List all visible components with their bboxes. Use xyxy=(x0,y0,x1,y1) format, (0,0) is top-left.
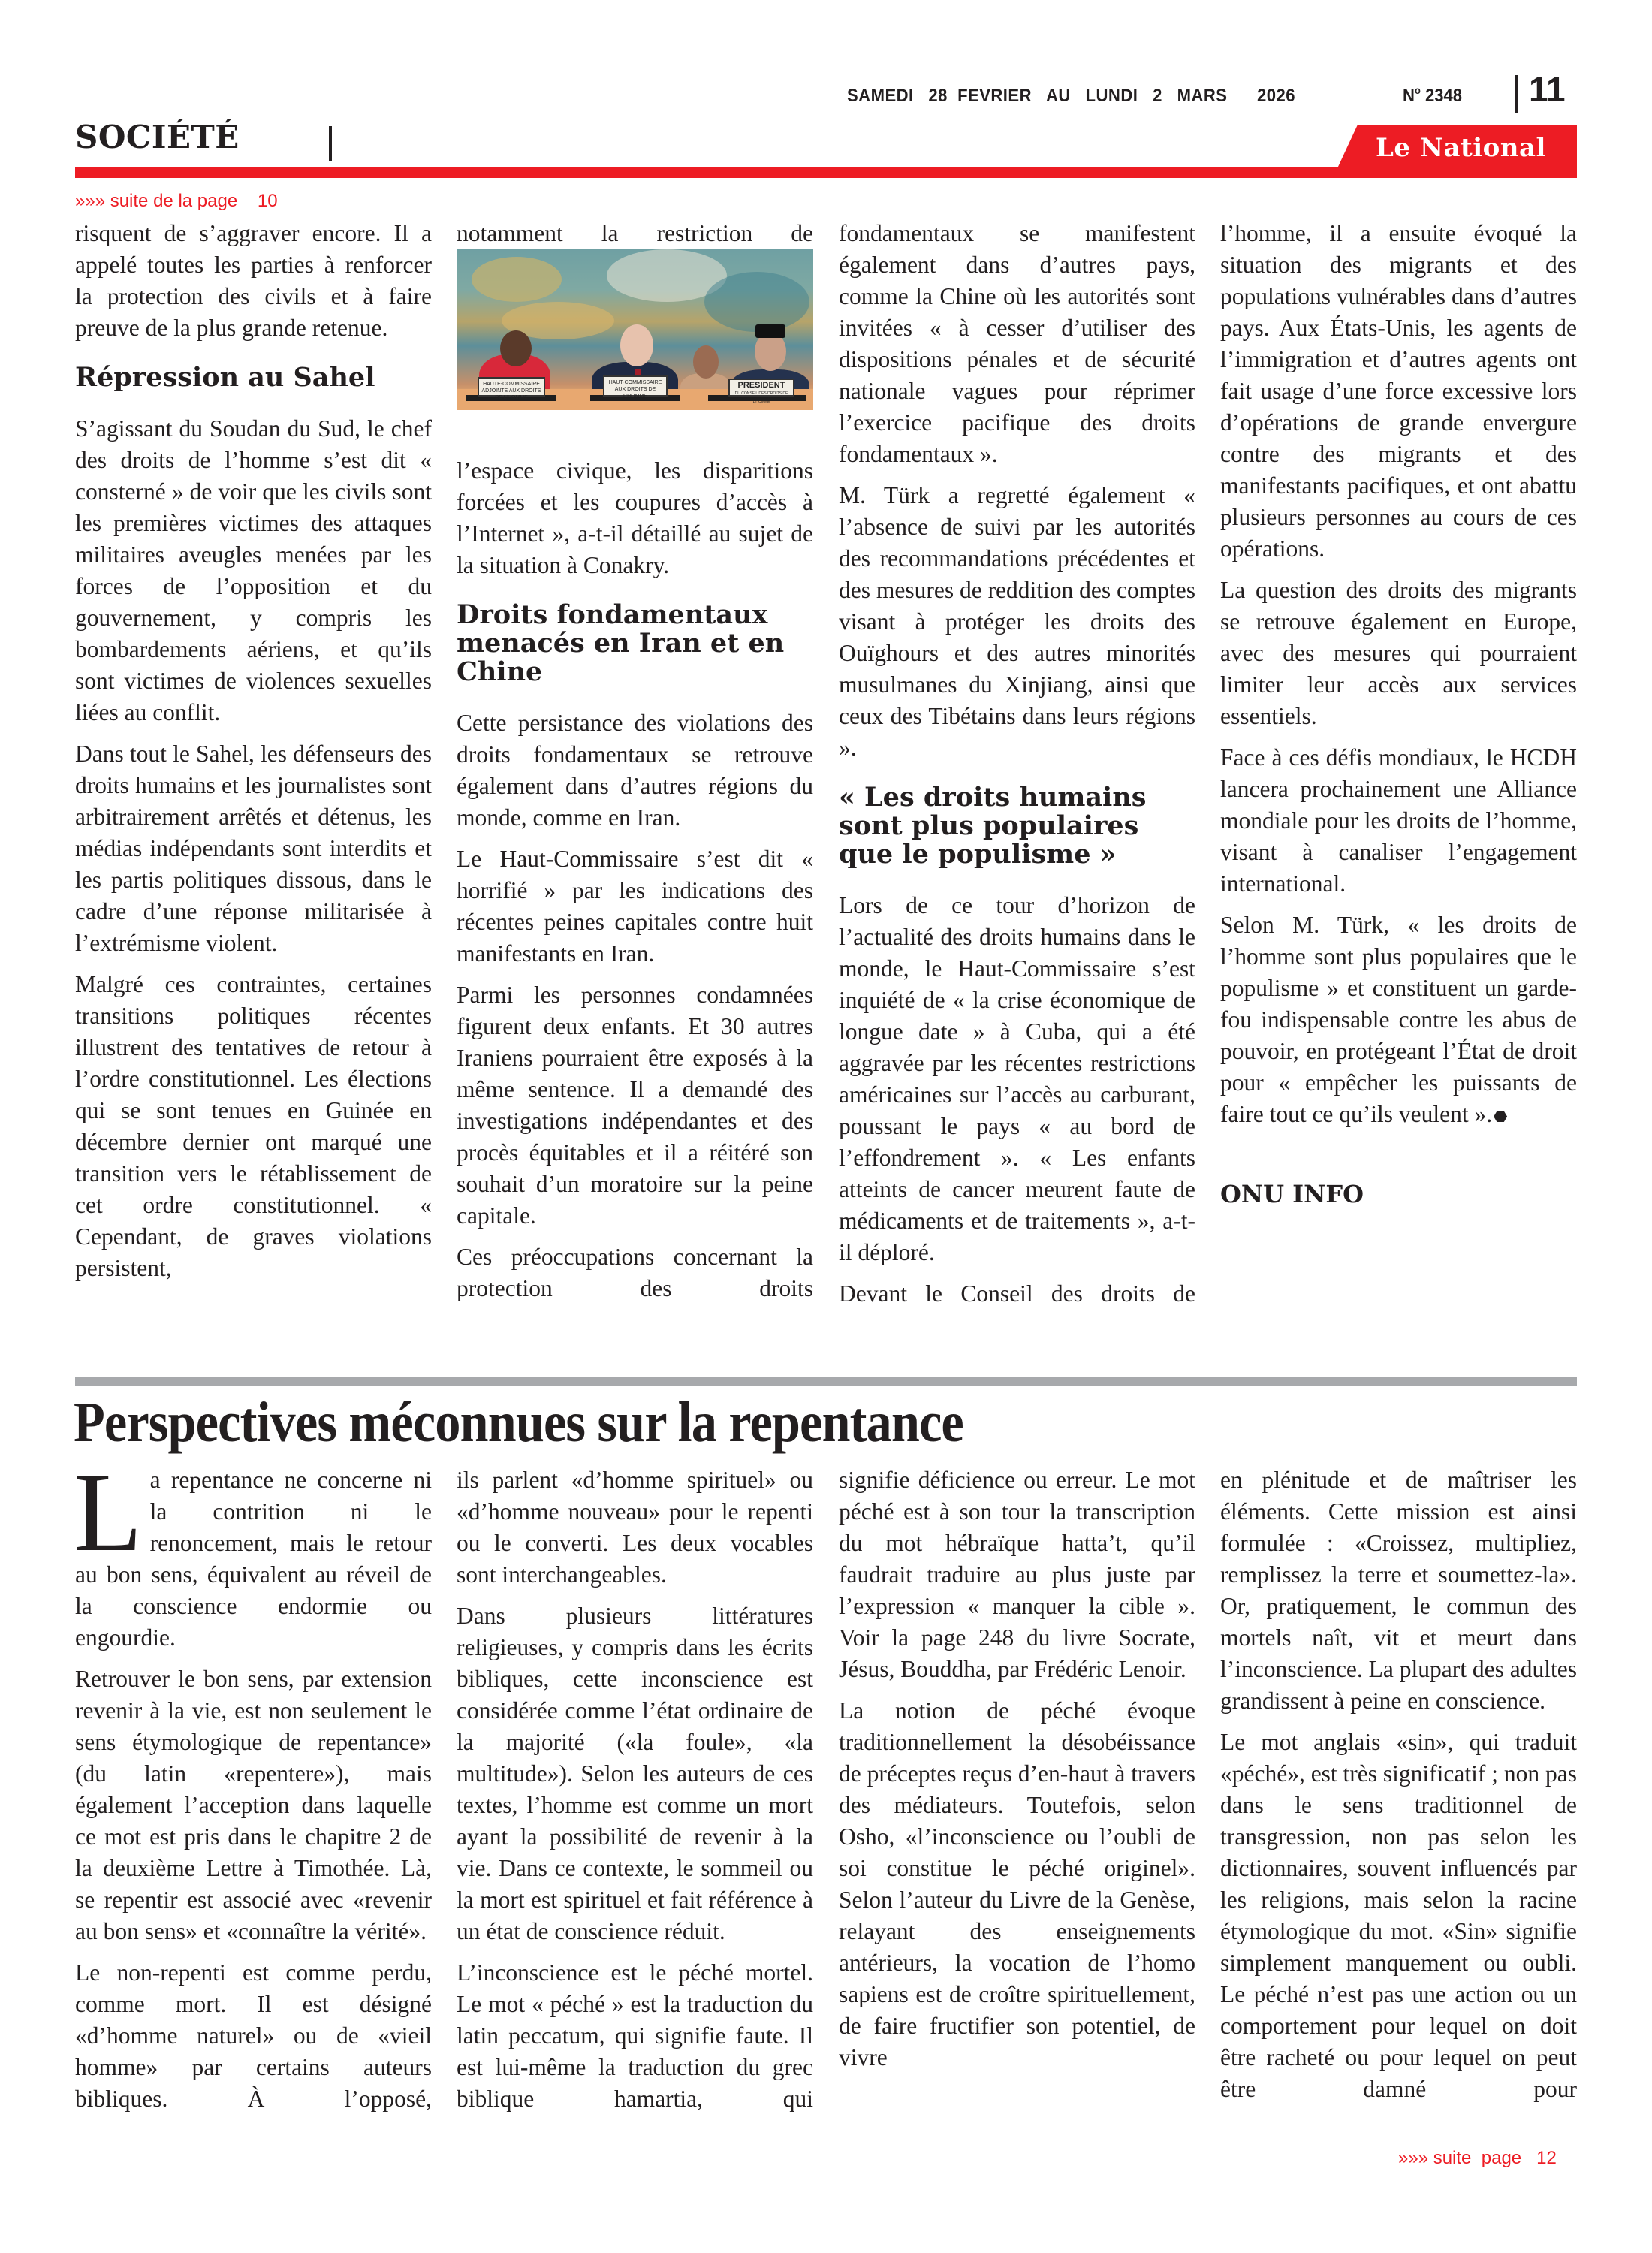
final-paragraph-text: Selon M. Türk, « les droits de l’homme sont plus populaires que le populisme » et constituent un garde-fou indispensable contre les abus de pouvoir, en protégeant l’État de droit pour « empêcher les puissants de faire tout ce qu’ils veulent ». xyxy=(1220,912,1577,1127)
paragraph: Le non-repenti est comme perdu, comme mort. Il est désigné «d’homme naturel» ou de «vieil homme» par certains auteurs bibliques. À l’opposé, xyxy=(75,1959,432,2112)
article-title: Perspectives méconnues sur la repentance xyxy=(74,1391,963,1454)
photo-texture xyxy=(472,257,562,302)
issue-prefix: N xyxy=(1403,86,1415,106)
header-divider xyxy=(1515,75,1518,113)
person-head xyxy=(500,330,532,366)
paragraph: Le Haut-Commissaire s’est dit « horrifié » par les indications des récentes peines capitales contre huit manifestants en Iran. xyxy=(457,846,813,967)
person-head xyxy=(693,345,719,379)
photo-human-rights-council xyxy=(457,249,813,410)
drop-cap: L xyxy=(74,1450,143,1575)
paragraph: l’espace civique, les disparitions forcées et les coupures d’accès à l’Internet », a-t-il détaillé au sujet de la situation à Conakry. xyxy=(457,457,813,578)
paragraph: Cette persistance des violations des droits fondamentaux se retrouve également dans d’autres régions du monde, comme en Iran. xyxy=(457,710,813,831)
photo-texture xyxy=(704,272,809,332)
page-number: 11 xyxy=(1529,70,1566,109)
subheading-sahel: Répression au Sahel xyxy=(75,362,375,393)
paragraph: en plénitude et de maîtriser les éléments. Cette mission est ainsi formulée : «Croissez, multipliez, remplissez la terre et soumettez-la». Or, pratiquement, le commun des mortels naît, vit et meurt dans l’inconscience. La plupart des adultes grandissent à peine en conscience. xyxy=(1220,1467,1577,1714)
bottom-article-column-4 xyxy=(1220,1464,1577,2105)
section-title: SOCIÉTÉ xyxy=(75,119,240,155)
top-article-column-2 xyxy=(457,218,813,1304)
bottom-article-column-2 xyxy=(457,1464,813,2115)
paragraph: Face à ces défis mondiaux, le HCDH lancera prochainement une Alliance mondiale pour les droits de l’homme, visant à canaliser l’engagement international. xyxy=(1220,744,1577,897)
bottom-article-column-1 xyxy=(74,1450,432,2115)
top-article-column-1 xyxy=(75,218,432,1284)
paragraph: La notion de péché évoque traditionnellement la désobéissance de préceptes reçus d’en-haut à travers des médiateurs. Toutefois, selon Osho, «l’inconscience ou l’oubli de soi constitue le péché originel». Selon l’auteur du Livre de la Genèse, relayant des enseignements antérieurs, la vocation de l’homo sapiens est de croître spirituellement, de faire fructifier son potentiel, de vivre xyxy=(839,1697,1195,2071)
paragraph-final xyxy=(1220,909,1577,1130)
paragraph: fondamentaux se manifestent également dans d’autres pays, comme la Chine où les autorités sont invitées « à cesser d’utiliser des dispositions pénales et de sécurité nationale vagues pour réprimer l’exercice pacifique des droits fondamentaux ». xyxy=(839,220,1195,467)
paragraph: Dans tout le Sahel, les défenseurs des droits humains et les journalistes sont arbitrairement arrêtés et détenus, les médias indépendants sont interdits et les partis politiques dissous, dans le cadre d’une réponse militarisée à l’extrémisme violent. xyxy=(75,740,432,956)
subheading-populisme: « Les droits humains sont plus populaires que le populisme » xyxy=(839,782,1147,870)
paragraph: notamment la restriction de xyxy=(457,220,813,246)
issue-date: SAMEDI 28 FEVRIER AU LUNDI 2 MARS 2026 xyxy=(847,86,1296,106)
bottom-article-column-3 xyxy=(839,1464,1195,2074)
lead-text: a repentance ne concerne ni la contrition ni le renoncement, mais le retour au bon sens, équivalent au réveil de la conscience endormie ou engourdie. xyxy=(75,1467,432,1651)
article-divider xyxy=(75,1377,1577,1386)
paragraph: L’inconscience est le péché mortel. Le mot « péché » est la traduction du latin peccatum, qui signifie faute. Il est lui-même la traduction du grec biblique hamartia, qui xyxy=(457,1959,813,2112)
paragraph: ils parlent «d’homme spirituel» ou «d’homme nouveau» pour le repenti ou le converti. Les deux vocables sont interchangeables. xyxy=(457,1467,813,1588)
paragraph: M. Türk a regretté également « l’absence de suivi par les autorités des recommandations précédentes et des mesures de reddition des comptes visant à protéger les droits des Ouïghours et des autres minorités musulmanes du Xinjiang, ainsi que ceux des Tibétains dans leurs régions ». xyxy=(839,482,1196,761)
issue-sup: o xyxy=(1414,84,1421,96)
continued-from-link[interactable]: »»» suite de la page 10 xyxy=(75,191,278,211)
newspaper-brand: Le National xyxy=(1376,133,1546,163)
nameplate-right-title: PRESIDENT xyxy=(737,381,785,390)
continued-to-link[interactable]: »»» suite page 12 xyxy=(1398,2148,1557,2168)
nameplate-right-sub: DU CONSEIL DES DROITS DE L’HOMME xyxy=(734,391,788,404)
paragraph: l’homme, il a ensuite évoqué la situation des migrants et des populations vulnérables dans d’autres pays. Aux États-Unis, les agents de l’immigration et d’autres agents ont fait usage d’une force excessive lors d’opérations de grande envergure contre des migrants et des manifestants pacifiques, et ont abattu plusieurs personnes au cours de ces opérations. xyxy=(1220,220,1578,562)
paragraph: S’agissant du Soudan du Sud, le chef des droits de l’homme s’est dit « consterné » de voir que les civils sont les premières victimes des attaques militaires aveugles menées par les forces de l’opposition et du gouvernement, y compris les bombardements aériens, et qu’ils sont victimes de violences sexuelles liées au conflit. xyxy=(75,415,432,725)
article-signature: ONU INFO xyxy=(1220,1180,1364,1208)
issue-number xyxy=(1403,86,1462,107)
paragraph: Devant le Conseil des droits de xyxy=(839,1280,1195,1307)
paragraph: Parmi les personnes condamnées figurent deux enfants. Et 30 autres Iraniens pourraient être exposés à la même sentence. Il a demandé des investigations indépendantes et des procès équitables et il a réitéré son souhait d’un moratoire sur la peine capitale. xyxy=(457,982,813,1229)
paragraph: La question des droits des migrants se retrouve également en Europe, avec des mesures qui pourraient limiter leur accès aux services essentiels. xyxy=(1220,577,1577,729)
hat xyxy=(755,324,785,338)
paragraph: risquent de s’aggraver encore. Il a appelé toutes les parties à renforcer la protection des civils et à faire preuve de la plus grande retenue. xyxy=(75,220,432,341)
top-article-column-4 xyxy=(1220,218,1577,1210)
top-article-column-3 xyxy=(839,218,1195,1310)
section-divider xyxy=(329,126,332,161)
paragraph: Lors de ce tour d’horizon de l’actualité des droits humains dans le monde, le Haut-Commissaire s’est inquiété de « la crise économique de longue date » à Cuba, qui a été aggravée par les récentes restrictions américaines sur l’accès au carburant, poussant le pays « au bord de l’effondrement ». « Les enfants atteints de cancer meurent faute de médicaments et de traitements », a-t-il déploré. xyxy=(839,892,1195,1265)
paragraph: Ces préoccupations concernant la protection des droits xyxy=(457,1244,813,1301)
paragraph: Retrouver le bon sens, par extension revenir à la vie, est non seulement le sens étymologique de repentance» (du latin «repentere»), mais également l’acception dans laquelle ce mot est pris dans le chapitre 2 de la deuxième Lettre à Timothée. Là, se repentir est associé avec «revenir au bon sens» et «connaître la vérité». xyxy=(75,1666,432,1944)
person-head xyxy=(620,324,653,366)
paragraph: Malgré ces contraintes, certaines transitions politiques récentes illustrent des tentatives de retour à l’ordre constitutionnel. Les élections qui se sont tenues en Guinée en décembre dernier ont marqué une transition vers le rétablissement de cet ordre constitutionnel. « Cependant, de graves violations persistent, xyxy=(75,971,432,1281)
end-of-article-icon xyxy=(1494,1111,1507,1122)
nameplate-right xyxy=(728,379,794,404)
subheading-iran-chine: Droits fondamentaux menacés en Iran et en Chine xyxy=(457,599,785,687)
paragraph: Le mot anglais «sin», qui traduit «péché», est très significatif ; non pas dans le sens traditionnel de transgression, non pas selon les dictionnaires, souvent influencés par les religions, mais selon la racine étymologique du mot. «Sin» signifie simplement manquement ou oubli. Le péché n’est pas une action ou un comportement pour lequel on doit être racheté ou pour lequel on peut être damné pour xyxy=(1220,1729,1577,2102)
paragraph xyxy=(74,1450,432,1654)
nameplate-center: HAUT-COMMISSAIRE AUX DROITS DE L’HOMME xyxy=(603,376,668,397)
paragraph: signifie déficience ou erreur. Le mot péché est à son tour la transcription du mot hébraïque hatta’t, qu’il faudrait traduire au plus juste par l’expression « manquer la cible ». Voir la page 248 du livre Socrate, Jésus, Bouddha, par Frédéric Lenoir. xyxy=(839,1467,1195,1682)
paragraph: Dans plusieurs littératures religieuses, y compris dans les écrits bibliques, cette inconscience est considérée comme l’état ordinaire de la majorité («la foule», «la multitude»). Selon les auteurs de ces textes, l’homme est comme un mort ayant la possibilité de revenir à la vie. Dans ce contexte, le sommeil ou la mort est spirituel et fait référence à un état de conscience réduit. xyxy=(457,1603,813,1944)
issue-number-value: 2348 xyxy=(1424,86,1463,106)
nameplate-left: HAUTE-COMMISSAIRE ADJOINTE AUX DROITS DE L’HOMME xyxy=(478,377,545,397)
